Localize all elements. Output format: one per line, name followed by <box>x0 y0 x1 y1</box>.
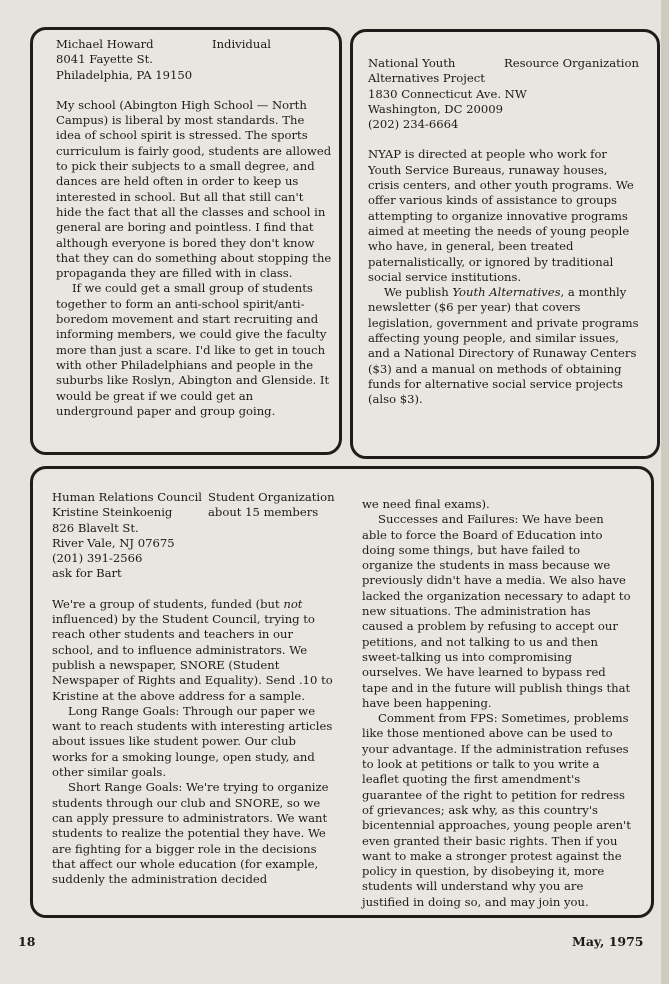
paragraph: If we could get a small group of students together to form an anti-school spirit/anti-boredom movement and start recruiting and informing members, we could give the faculty more than just a scare. I'd like to get in touch with other Philadelphians and people in the suburbs like Roslyn, Abington and Glenside. It would be great if we could get an underground paper and group going. <box>56 281 330 418</box>
page-edge-shadow <box>661 0 669 984</box>
paragraph: Long Range Goals: Through our paper we want to reach students with interesting articles about issues like student power. Our club works for a smoking lounge, open study, and other similar goals. <box>52 703 333 780</box>
org-street: 1830 Connecticut Ave. NW <box>368 86 527 101</box>
publication-title: Youth Alternatives <box>452 285 561 300</box>
listing-hrc-right-column <box>362 497 632 910</box>
contact-street: 826 Blavelt St. <box>52 520 139 535</box>
text-run: We publish <box>384 285 453 300</box>
paragraph: Comment from FPS: Sometimes, problems like those mentioned above can be used to your advantage. If the administration refuses to look at petitions or talk to you write a leaflet quoting the first amendment's guarantee of the right to petition for redress of grievances; ask why, as this country's bicentennial approaches, young people aren't even granted their basic rights. Then if you want to make a stronger protest against the policy in question, by disobeying it, more students will understand why you are justified in doing so, and may join you. <box>362 711 631 909</box>
listing-header <box>56 37 332 83</box>
issue-date: May, 1975 <box>572 934 644 949</box>
text-run: influenced) by the Student Council, trying to reach other students and teachers in our school, and to influence administrators. We publish a newspaper, SNORE (Student Newspaper of Rights and Equality). Send .10 to Kristine at the above address for a sample. <box>52 612 333 703</box>
org-city: Washington, DC 20009 <box>368 101 504 116</box>
contact-note: ask for Bart <box>52 566 122 581</box>
page-number: 18 <box>18 934 36 949</box>
paragraph-continuation: we need final exams). <box>362 497 490 511</box>
contact-name: Michael Howard <box>56 37 154 51</box>
listing-hrc-left-column <box>52 490 334 887</box>
emphasis: not <box>283 596 303 611</box>
contact-city: Philadelphia, PA 19150 <box>56 67 193 82</box>
paragraph: Short Range Goals: We're trying to organize students through our club and SNORE, so we can apply pressure to administrators. We want students to realize the potential they have. We are fighting for a bigger role in the decisions that affect our whole education (for example, suddenly the administration decided <box>52 780 329 887</box>
paragraph <box>52 597 334 704</box>
paragraph: My school (Abington High School — North Campus) is liberal by most standards. The idea of school spirit is stressed. The sports curriculum is fairly good, students are allowed to pick their subjects to a small degree, and dances are held often in order to keep us interested in school. But all that still can't hide the fact that all the classes and school in general are boring and pointless. I find that although everyone is bored they don't know that they can do something about stopping the propaganda they are filled with in class. <box>56 97 332 281</box>
org-name: Human Relations Council <box>52 490 202 504</box>
contact-name: Kristine Steinkoenig <box>52 505 173 520</box>
contact-city: River Vale, NJ 07675 <box>52 535 175 550</box>
paragraph: Successes and Failures: We have been able to force the Board of Education into doing some things, but have failed to organize the students in mass because we previously didn't have a media. We also have lacked the organization necessary to adapt to new situations. The administration has caused a problem by refusing to accept our petitions, and not talking to us and then sweet-talking us into compromising ourselves. We have learned to bypass red tape and in the future will publish things that have been happening. <box>362 512 631 710</box>
org-phone: (202) 234-6664 <box>368 117 459 132</box>
listing-type: Individual <box>212 37 271 51</box>
contact-phone: (201) 391-2566 <box>52 551 143 566</box>
contact-street: 8041 Fayette St. <box>56 52 153 67</box>
listing-header <box>368 56 640 132</box>
org-name-line1: National Youth <box>368 56 456 70</box>
paragraph: NYAP is directed at people who work for Youth Service Bureaus, runaway houses, crisis centers, and other youth programs. We offer various kinds of assistance to groups attempting to organize innovative programs aimed at meeting the needs of young people who have, in general, been treated paternalistically, or ignored by traditional social service institutions. <box>368 147 634 284</box>
text-run: We're a group of students, funded (but <box>52 596 284 611</box>
member-count: about 15 members <box>208 505 319 519</box>
listing-nyap <box>368 56 640 408</box>
listing-type: Resource Organization <box>504 56 639 70</box>
org-name-line2: Alternatives Project <box>368 71 485 86</box>
paragraph <box>368 285 640 407</box>
listing-michael-howard <box>56 37 332 419</box>
listing-type: Student Organization <box>208 490 335 504</box>
listing-header <box>52 490 334 582</box>
text-run: , a monthly newsletter ($6 per year) that covers legislation, government and private programs affecting young people, and similar issues, and a National Directory of Runaway Centers ($3) and a manual on methods of obtaining funds for alternative social service projects (also $3). <box>368 285 639 407</box>
